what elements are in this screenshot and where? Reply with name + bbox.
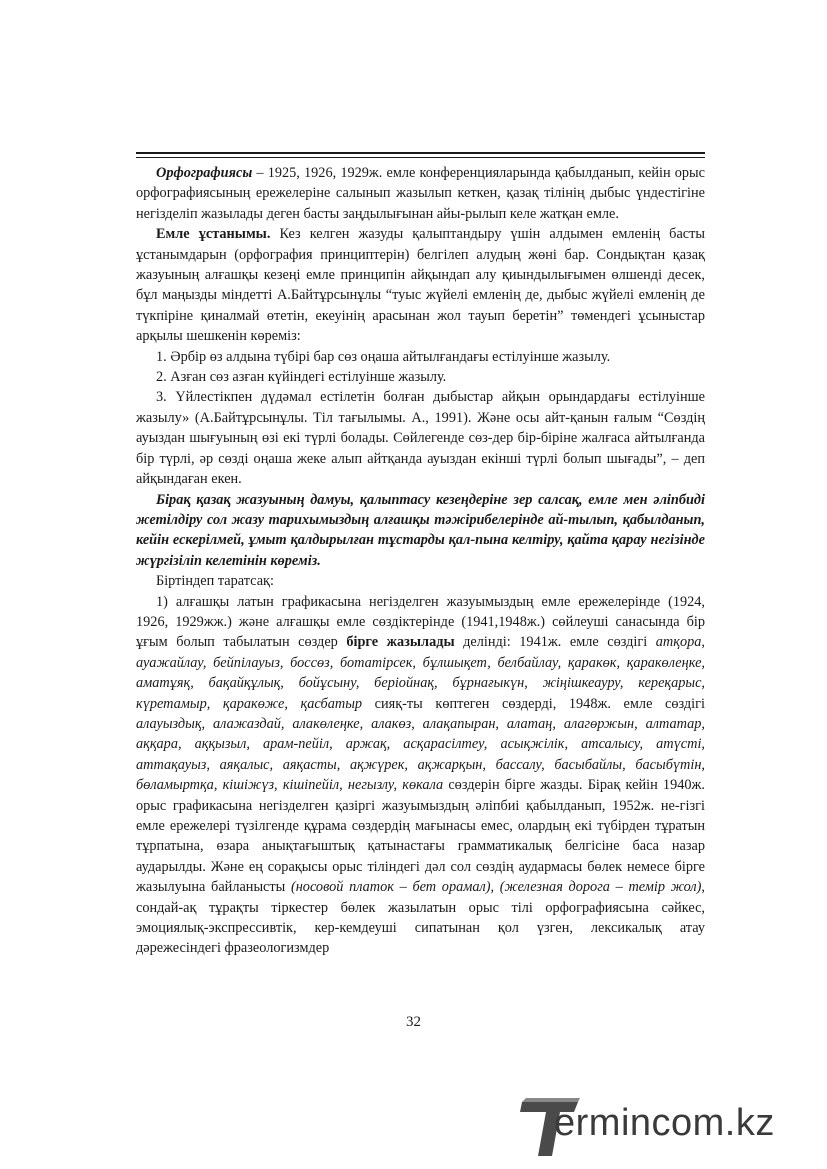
text-run: сөздерін бірге жазды. Бірақ кейін 1940ж. орыс графикасына негізделген қазіргі жазуымыздың әліпбиі қабылданып, 1952ж. не-гізгі емле ережелері түзілгенде құрама сөздердің мағынасы емес, олардың екі түбірден тұратын тұрпатына, өзара анықтағыштық қатынастағы грамматикалық белгісіне баса назар аударылды. Және ең сорақысы орыс тіліндегі дәл сол сөздің аудармасы бөлек немесе бірге жазылуына байланысты: [136, 777, 705, 896]
text-run: – 1925, 1926, 1929ж. емле конференцияларында қабылданып, кейін орыс орфографиясының ережелеріне салынып жазылып кеткен, қазақ тілінің дыбыс үндестігіне негізделіп жазылады деген басты заңдылығынан айы-рылып келе жатқан емле.: [136, 165, 705, 222]
paragraph: [136, 490, 705, 572]
emphasis-run: алауыздық, алажаздай, алакөлеңке, алакөз, алақапыран, алатаң, алагөржын, алтатар, аққара, аққызыл, арам-пейіл, аржақ, асқарасілтеу, асықжілік, атсалысу, атүсті, аттақауыз, аяқалыс, аяқасты, ақжүрек, ақжарқын, бассалу, басыбайлы, басыбүтін, бөламыртқа, кішіжүз, кішіпейіл, негызлу, көкала: [136, 715, 705, 794]
emphasis-run: атқора, ауажайлау, бейпілауыз, боссөз, ботатірсек, бұлшықет, белбайлау, қаракөк, қаракөлеңке, аматұяқ, бақайқұлық, бойұсыну, беріойнақ, бұрнағыкүн, жіңішкеауру, кереқарыс, күретамыр, қаракөже, қасбатыр: [136, 634, 705, 712]
header-rule-thin: [136, 157, 705, 158]
emphasis-run: Бірақ қазақ жазуының дамуы, қалыптасу кезеңдеріне зер салсақ, емле мен әліпбиді жетілдіру сол жазу тарихымыздың алғашқы тәжірибелерінде ай-тылып, қабылданып, кейін ескерілмей, ұмыт қалдырылған тұстарды қал-пына келтіру, қайта қарау негізінде жүргізіліп келетінін көреміз.: [136, 491, 705, 569]
text-run: , сондай-ақ тұрақты тіркестер бөлек жазылатын орыс тілі орфографиясына сәйкес, эмоциялық-экспрессивтік, кер-кемдеуші сипатынан қол үзген, лексикалық атау дәрежесіндегі фразеологизмдер: [136, 879, 705, 957]
emphasis-run: (носовой платок – бет орамал), (железная дорога – темір жол): [290, 879, 702, 896]
text-run: 1) алғашқы латын графикасына негізделген жазуымыздың емле ережелерінде (1924, 1926, 1929жж.) және алғашқы емле сөздіктерінде (1941,1948ж.) сөйлеуші санасында бір ұғым болып табылатын сөздер: [136, 593, 705, 651]
paragraph: [136, 571, 705, 591]
paragraph: [136, 224, 705, 346]
text-run: сияқ-ты көптеген сөздерді, 1948ж. емле сөздігі: [362, 695, 705, 712]
text-run: 3. Үйлестікпен дүдәмал естілетін болған дыбыстар айқын орындардағы естілуінше жазылу» (А.Байтұрсынұлы. Тіл тағылымы. А., 1991). Және осы айт-қанын ғалым “Сөздің ауыздан шығуының өзі екі түрлі болады. Сөйлегенде сөз-дер бір-біріне жалғаса айтылғанда бір түрлі, әр сөзді оңаша жеке алып айтқанда ауыздан екінші түрлі болып шығады”, – деп айқындаған екен.: [136, 389, 705, 488]
termincom-watermark-logo: [520, 1090, 810, 1160]
paragraph: [136, 163, 705, 224]
paragraph: [136, 367, 705, 387]
body-text: [136, 163, 705, 959]
emphasis-run: Емле ұстанымы.: [156, 226, 271, 243]
text-run: делінді: 1941ж. емле сөздігі: [454, 634, 656, 651]
text-run: Біртіндеп таратсақ:: [156, 573, 274, 590]
text-run: 2. Азған сөз азған күйіндегі естілуінше жазылу.: [156, 369, 447, 386]
paragraph: [136, 347, 705, 367]
page-number: 32: [406, 1014, 421, 1030]
logo-brand-text: ermincom.kz: [554, 1102, 775, 1144]
paragraph: [136, 592, 705, 959]
paragraph: [136, 387, 705, 489]
header-rule-thick: [136, 152, 705, 154]
emphasis-run: Орфографиясы: [156, 165, 253, 181]
text-run: Кез келген жазуды қалыптандыру үшін алдымен емленің басты ұстанымдарын (орфография принциптерін) белгілеп алудың жөні бар. Сондықтан қазақ жазуының алғашқы кезеңі емле принципін айқындап алу қиындылығымен өлшенді десек, бұл маңызды міндетті А.Байтұрсынұлы “туыс жүйелі емленің де, дыбыс жүйелі емленің де түкпіріне қиналмай өтетін, екеуінің арасынан жол тауып беретін” төмендегі ұсыныстар арқылы шешкенін көреміз:: [136, 226, 705, 345]
text-run: 1. Әрбір өз алдына түбірі бар сөз оңаша айтылғандағы естілуінше жазылу.: [156, 348, 611, 365]
emphasis-run: бірге жазылады: [346, 634, 455, 651]
